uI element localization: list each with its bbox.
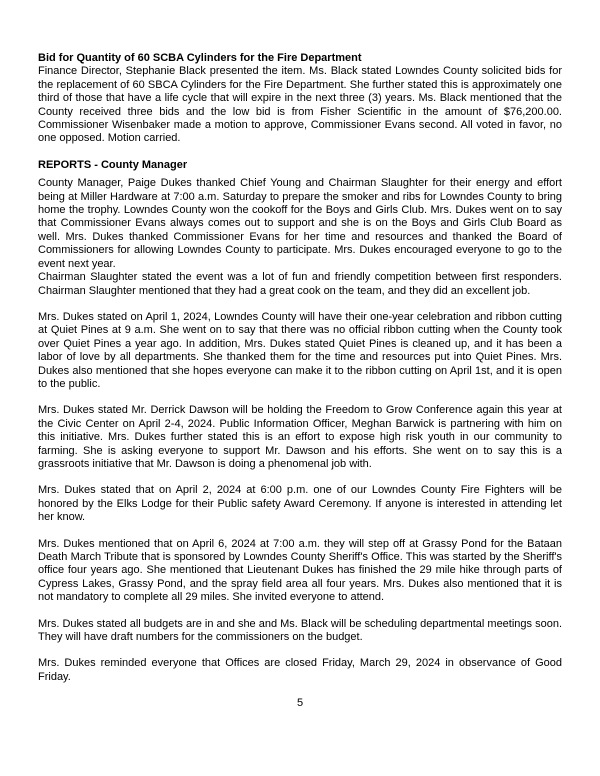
paragraph-freedom-to-grow: Mrs. Dukes stated Mr. Derrick Dawson will be holding the Freedom to Grow Conference again this year at the Civic Center on April 2-4, 2024. Public Information Officer, Meghan Barwick is partnering with him on this initiative. Mrs. Dukes further stated this is an effort to expose high risk youth in our community to farming. She is asking everyone to support Mr. Dawson and his efforts. She went on to say this is a grassroots initiative that Mr. Dawson is doing a phenomenal job with. xyxy=(38,404,562,470)
paragraph-chairman-slaughter: Chairman Slaughter stated the event was a lot of fun and friendly competition between first responders. Chairman Slaughter mentioned that they had a great cook on the team, and they did an excellent job. xyxy=(38,271,562,297)
paragraph-elks-lodge: Mrs. Dukes stated that on April 2, 2024 at 6:00 p.m. one of our Lowndes County Fire Fighters will be honored by the Elks Lodge for their Public safety Award Ceremony. If anyone is interested in attending let her know. xyxy=(38,484,562,524)
section-bid-scba-cylinders xyxy=(38,52,562,146)
section-heading-reports: REPORTS - County Manager xyxy=(38,158,188,171)
section-reports-county-manager xyxy=(38,159,562,684)
paragraph-good-friday: Mrs. Dukes reminded everyone that Offices are closed Friday, March 29, 2024 in observance of Good Friday. xyxy=(38,657,562,683)
paragraph-budgets: Mrs. Dukes stated all budgets are in and she and Ms. Black will be scheduling departmental meetings soon. They will have draft numbers for the commissioners on the budget. xyxy=(38,617,563,644)
paragraph-quiet-pines: Mrs. Dukes stated on April 1, 2024, Lowndes County will have their one-year celebration and ribbon cutting at Quiet Pines at 9 a.m. She went on to say that there was no official ribbon cutting when the County took over Quiet Pines a year ago. In addition, Mrs. Dukes stated Quiet Pines is cleaned up, and it has been a labor of love by all departments. She thanked them for the time and resources put into Quiet Pines. Mrs. Dukes also mentioned that she hopes everyone can make it to the ribbon cutting on April 1st, and it is open to the public. xyxy=(38,310,562,390)
page-number: 5 xyxy=(296,697,304,710)
page-footer xyxy=(38,697,562,710)
paragraph-cookoff: County Manager, Paige Dukes thanked Chief Young and Chairman Slaughter for their energy and effort being at Miller Hardware at 7:00 a.m. Saturday to prepare the smoker and ribs for Lowndes County to bring home the trophy. Lowndes County won the cookoff for the Boys and Girls Club. Mrs. Dukes went on to say that Commissioner Evans always comes out to support and she is on the Boys and Girls Club Board as well. Mrs. Dukes thanked Commissioner Evans for her time and resources and thanked the Board of Commissioners for allowing Lowndes County to participate. Mrs. Dukes encouraged everyone to go to the event next year. xyxy=(38,177,562,270)
section-heading-bid: Bid for Quantity of 60 SCBA Cylinders for the Fire Department xyxy=(38,52,362,64)
paragraph-bataan-march: Mrs. Dukes mentioned that on April 6, 2024 at 7:00 a.m. they will step off at Grassy Pond for the Bataan Death March Tribute that is sponsored by Lowndes County Sheriff's Office. This was started by the Sheriff's office four years ago. She mentioned that Lieutenant Dukes has finished the 29 mile hike through parts of Cypress Lakes, Grassy Pond, and the spray field area all four years. Mrs. Dukes also mentioned that it is not mandatory to complete all 29 miles. She invited everyone to attend. xyxy=(38,537,562,604)
paragraph-bid-details: Finance Director, Stephanie Black presented the item. Ms. Black stated Lowndes County solicited bids for the replacement of 60 SBCA Cylinders for the Fire Department. She further stated this is approximately one third of those that have a life cycle that will expire in the next three (3) years. Ms. Black mentioned that the County received three bids and the low bid is from Fisher Scientific in the amount of $76,200.00. Commissioner Wisenbaker made a motion to approve, Commissioner Evans second. All voted in favor, no one opposed. Motion carried. xyxy=(38,65,562,145)
